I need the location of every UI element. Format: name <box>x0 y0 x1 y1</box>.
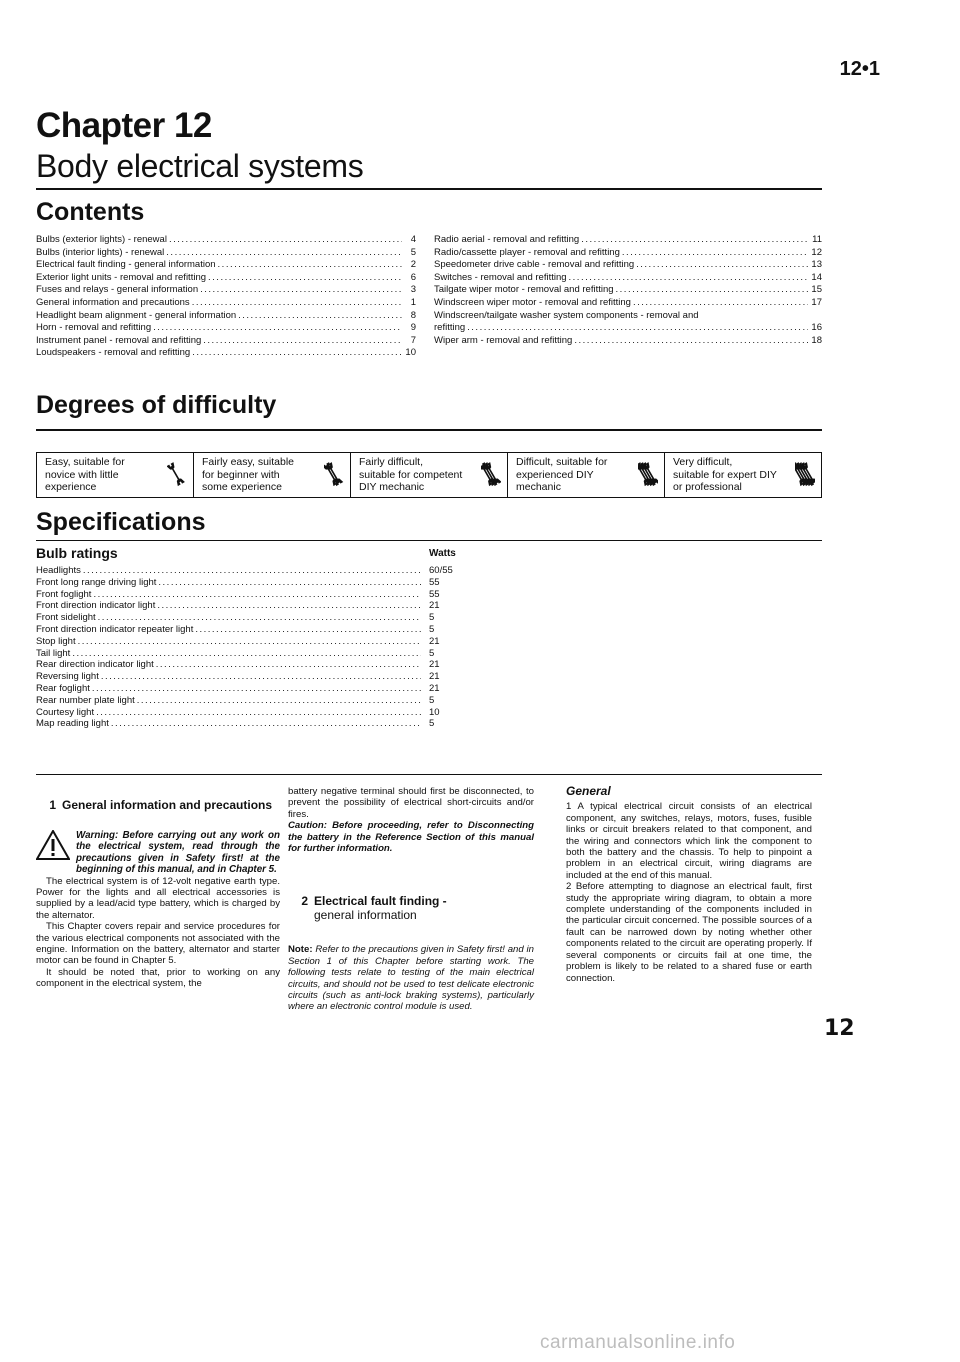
section-2-title-line-2: general information <box>314 908 417 923</box>
contents-entry-page: 16 <box>811 322 822 334</box>
contents-entry <box>36 297 416 310</box>
contents-entry <box>434 335 822 348</box>
bulb-rating-row <box>36 659 486 671</box>
body-column-1 <box>36 798 280 990</box>
difficulty-level-3 <box>351 453 508 497</box>
leader-dots <box>83 565 421 577</box>
leader-dots <box>93 589 421 601</box>
chapter-side-tab: 12 <box>824 1016 855 1041</box>
contents-entry <box>434 310 822 323</box>
spanner-icon <box>167 462 185 486</box>
leader-dots <box>633 297 808 310</box>
bulb-rating-row <box>36 671 486 683</box>
contents-entry-page: 2 <box>410 259 416 271</box>
leader-dots <box>96 707 421 719</box>
bulb-ratings-heading: Bulb ratings <box>36 545 118 561</box>
leader-dots <box>203 335 402 348</box>
bulb-name: Front foglight <box>36 588 92 600</box>
contents-entry-page: 9 <box>410 322 416 334</box>
contents-entry <box>36 322 416 335</box>
bulb-rating-row <box>36 600 486 612</box>
bulb-name: Tail light <box>36 647 71 659</box>
contents-entry-label: Tailgate wiper motor - removal and refitting <box>434 284 614 296</box>
leader-dots <box>98 612 421 624</box>
bulb-rating-row <box>36 718 486 730</box>
leader-dots <box>137 695 421 707</box>
bulb-wattage: 21 <box>429 659 440 671</box>
difficulty-description: Very difficult, suitable for expert DIY or professional <box>673 456 777 494</box>
section-2-number: 2 <box>301 894 308 909</box>
section-1-paragraph-4: battery negative terminal should first be disconnected, to prevent the possibility of electrical short-circuits and/or fires. <box>288 786 534 820</box>
spanner-rating-icon <box>481 455 501 495</box>
contents-entry-label: Exterior light units - removal and refitting <box>36 271 207 283</box>
general-paragraph-1: 1 A typical electrical circuit consists of an electrical component, any switches, relays, motors, fuses, fusible links or circuit breakers related to that component, and the wiring and connectors which link the component to both the battery and the chassis. To help to pinpoint a problem in an electrical circuit, wiring diagrams are included at the end of this manual. <box>566 801 812 881</box>
bulb-name: Rear number plate light <box>36 694 135 706</box>
leader-dots <box>92 683 421 695</box>
leader-dots <box>169 234 402 247</box>
watts-column-heading: Watts <box>429 548 456 559</box>
bulb-name: Front direction indicator repeater light <box>36 623 194 635</box>
section-1-heading <box>36 798 280 812</box>
contents-entry-label: Electrical fault finding - general information <box>36 259 216 271</box>
contents-entry-label: Windscreen/tailgate washer system components - removal and <box>434 309 699 321</box>
leader-dots <box>616 284 808 297</box>
bulb-rating-row <box>36 589 486 601</box>
bulb-name: Headlights <box>36 565 81 576</box>
contents-entry-page: 8 <box>410 309 416 321</box>
chapter-rule <box>36 188 822 190</box>
contents-entry <box>434 259 822 272</box>
difficulty-description: Fairly difficult, suitable for competent DIY mechanic <box>359 456 463 494</box>
bulb-wattage: 5 <box>429 612 435 624</box>
contents-entry-label: Wiper arm - removal and refitting <box>434 334 573 346</box>
bulb-wattage: 21 <box>429 600 440 612</box>
contents-entry <box>434 234 822 247</box>
contents-entry <box>434 272 822 285</box>
leader-dots <box>208 272 402 285</box>
caution-text: Caution: Before proceeding, refer to Disconnecting the battery in the Reference Section of this manual for further information. <box>288 820 534 855</box>
contents-entry-label: Instrument panel - removal and refitting <box>36 334 202 346</box>
bulb-rating-row <box>36 612 486 624</box>
leader-dots <box>153 322 402 335</box>
contents-entry-page: 14 <box>811 271 822 283</box>
difficulty-level-5 <box>665 453 821 497</box>
leader-dots <box>218 259 402 272</box>
contents-entry <box>434 297 822 310</box>
leader-dots <box>195 624 421 636</box>
contents-entry-page: 1 <box>410 296 416 308</box>
contents-entry-label: Loudspeakers - removal and refitting <box>36 347 191 359</box>
leader-dots <box>101 671 421 683</box>
warning-text: Warning: Before carrying out any work on the electrical system, read through the precautions given in Safety first! at the beginning of this manual, and in Chapter 5. <box>76 830 280 876</box>
watermark[interactable]: carmanualsonline.info <box>540 1332 736 1353</box>
contents-entry <box>36 247 416 260</box>
contents-entry-label: Radio/cassette player - removal and refitting <box>434 246 620 258</box>
contents-entry-page: 18 <box>811 334 822 346</box>
leader-dots <box>574 335 808 348</box>
contents-entry <box>36 310 416 323</box>
contents-entry-label: Fuses and relays - general information <box>36 284 199 296</box>
contents-entry-label: Windscreen wiper motor - removal and refitting <box>434 296 631 308</box>
spanner-rating-icon <box>324 455 344 495</box>
section-1-title: General information and precautions <box>62 798 273 812</box>
contents-entry <box>36 284 416 297</box>
bulb-wattage: 10 <box>429 706 440 718</box>
note-text: Refer to the precautions given in Safety first! and in Section 1 of this Chapter before starting work. The following tests relate to testing of the main electrical circuits, and should not be used to test delicate electronic circuits (such as anti-lock braking systems), particularly where an electronic control module is used. <box>288 944 534 1013</box>
contents-entry-label: Bulbs (exterior lights) - renewal <box>36 234 167 245</box>
contents-entry <box>434 322 822 335</box>
leader-dots <box>166 247 402 260</box>
spanner-rating-icon <box>638 455 658 495</box>
section-1-number: 1 <box>49 798 56 812</box>
specifications-heading: Specifications <box>36 508 206 536</box>
contents-entry-page: 6 <box>410 271 416 283</box>
chapter-title: Chapter 12 <box>36 106 212 145</box>
contents-entry-page: 17 <box>811 296 822 308</box>
contents-entry <box>36 259 416 272</box>
contents-entry <box>36 272 416 285</box>
bulb-wattage: 60/55 <box>429 565 453 576</box>
note-lead: Note: <box>288 944 313 956</box>
contents-heading: Contents <box>36 198 145 226</box>
bulb-rating-row <box>36 636 486 648</box>
bulb-rating-row <box>36 624 486 636</box>
spanner-rating-icon <box>167 455 187 495</box>
bulb-wattage: 55 <box>429 576 440 588</box>
contents-entry-label: Bulbs (interior lights) - renewal <box>36 246 165 258</box>
difficulty-level-1 <box>37 453 194 497</box>
difficulty-heading: Degrees of difficulty <box>36 391 277 419</box>
leader-dots <box>111 718 421 730</box>
contents-entry-page: 12 <box>811 246 822 258</box>
leader-dots <box>467 322 808 335</box>
leader-dots <box>636 259 808 272</box>
leader-dots <box>78 636 421 648</box>
contents-entry-page: 4 <box>410 234 416 245</box>
contents-left-column <box>36 234 416 360</box>
leader-dots <box>238 310 402 323</box>
leader-dots <box>200 284 402 297</box>
contents-right-column <box>434 234 822 347</box>
specifications-rule <box>36 540 822 541</box>
section-1-paragraph-2: This Chapter covers repair and service procedures for the various electrical components not associated with the engine. Information on the battery, alternator and starter motor can be found in Chapter 5. <box>36 921 280 967</box>
section-2-note <box>288 944 534 1012</box>
contents-entry-label: Horn - removal and refitting <box>36 322 152 334</box>
bulb-name: Rear direction indicator light <box>36 659 154 671</box>
body-column-2 <box>288 786 534 1013</box>
bulb-rating-row <box>36 648 486 660</box>
leader-dots <box>581 234 808 247</box>
contents-entry <box>36 234 416 247</box>
difficulty-description: Difficult, suitable for experienced DIY mechanic <box>516 456 608 494</box>
bulb-rating-row <box>36 683 486 695</box>
difficulty-table <box>36 452 822 498</box>
leader-dots <box>156 659 421 671</box>
bulb-wattage: 55 <box>429 588 440 600</box>
section-1-paragraph-1: The electrical system is of 12-volt negative earth type. Power for the lights and all electrical accessories is supplied by a lead/acid type battery, which is charged by the alternator. <box>36 875 280 921</box>
page-number: 12•1 <box>839 58 880 80</box>
body-rule <box>36 774 822 775</box>
bulb-name: Front direction indicator light <box>36 600 156 612</box>
bulb-wattage: 21 <box>429 671 440 683</box>
bulb-rating-row <box>36 695 486 707</box>
bulb-wattage: 21 <box>429 682 440 694</box>
contents-entry-label: Headlight beam alignment - general information <box>36 309 237 321</box>
bulb-rating-row <box>36 577 486 589</box>
difficulty-level-2 <box>194 453 351 497</box>
bulb-rating-row <box>36 707 486 719</box>
contents-entry <box>36 347 416 360</box>
bulb-name: Courtesy light <box>36 706 95 718</box>
general-paragraph-2: 2 Before attempting to diagnose an electrical fault, first study the appropriate wiring diagram, to obtain a more complete understanding of the components included in the particular circuit concerned. The possible sources of a fault can be narrowed down by noting whether other components related to the circuit are operating properly. If several components or circuits fail at one time, the problem is likely to be related to a shared fuse or earth connection. <box>566 881 812 984</box>
difficulty-description: Easy, suitable for novice with little experience <box>45 456 125 494</box>
section-2-heading <box>288 894 534 908</box>
contents-entry-page: 3 <box>410 284 416 296</box>
section-1-paragraph-3: It should be noted that, prior to working on any component in the electrical system, the <box>36 966 280 990</box>
spanner-rating-icon <box>795 455 815 495</box>
leader-dots <box>72 648 421 660</box>
contents-entry-label: Speedometer drive cable - removal and refitting <box>434 259 635 271</box>
contents-entry-label: Switches - removal and refitting <box>434 271 567 283</box>
bulb-wattage: 5 <box>429 718 435 730</box>
warning-triangle-icon <box>36 830 70 860</box>
contents-entry-page: 7 <box>410 334 416 346</box>
general-subheading: General <box>566 784 611 798</box>
leader-dots <box>569 272 808 285</box>
contents-entry-page: 15 <box>811 284 822 296</box>
difficulty-description: Fairly easy, suitable for beginner with some experience <box>202 456 295 494</box>
warning-block <box>36 830 280 876</box>
bulb-name: Rear foglight <box>36 682 90 694</box>
bulb-name: Front long range driving light <box>36 576 157 588</box>
contents-entry <box>36 335 416 348</box>
bulb-wattage: 5 <box>429 647 435 659</box>
section-2-title: Electrical fault finding - <box>314 894 447 909</box>
leader-dots <box>158 577 421 589</box>
bulb-wattage: 21 <box>429 635 440 647</box>
bulb-wattage: 5 <box>429 623 435 635</box>
bulb-rating-row <box>36 565 486 577</box>
contents-entry-page: 5 <box>410 246 416 258</box>
bulb-name: Reversing light <box>36 671 99 683</box>
bulb-name: Stop light <box>36 635 76 647</box>
contents-entry-label: refitting <box>434 322 466 334</box>
bulb-wattage: 5 <box>429 694 435 706</box>
bulb-name: Front sidelight <box>36 612 96 624</box>
difficulty-rule <box>36 429 822 431</box>
leader-dots <box>622 247 808 260</box>
bulb-name: Map reading light <box>36 718 109 730</box>
leader-dots <box>192 347 402 360</box>
chapter-subtitle: Body electrical systems <box>36 148 364 184</box>
bulb-ratings-table <box>36 565 486 730</box>
contents-entry <box>434 247 822 260</box>
contents-entry-page: 10 <box>405 347 416 359</box>
contents-entry-page: 13 <box>811 259 822 271</box>
difficulty-level-4 <box>508 453 665 497</box>
leader-dots <box>157 600 421 612</box>
contents-entry <box>434 284 822 297</box>
contents-entry-page: 11 <box>812 234 822 245</box>
body-column-3 <box>566 786 812 984</box>
leader-dots <box>192 297 402 310</box>
contents-entry-label: General information and precautions <box>36 296 190 308</box>
contents-entry-label: Radio aerial - removal and refitting <box>434 234 580 245</box>
